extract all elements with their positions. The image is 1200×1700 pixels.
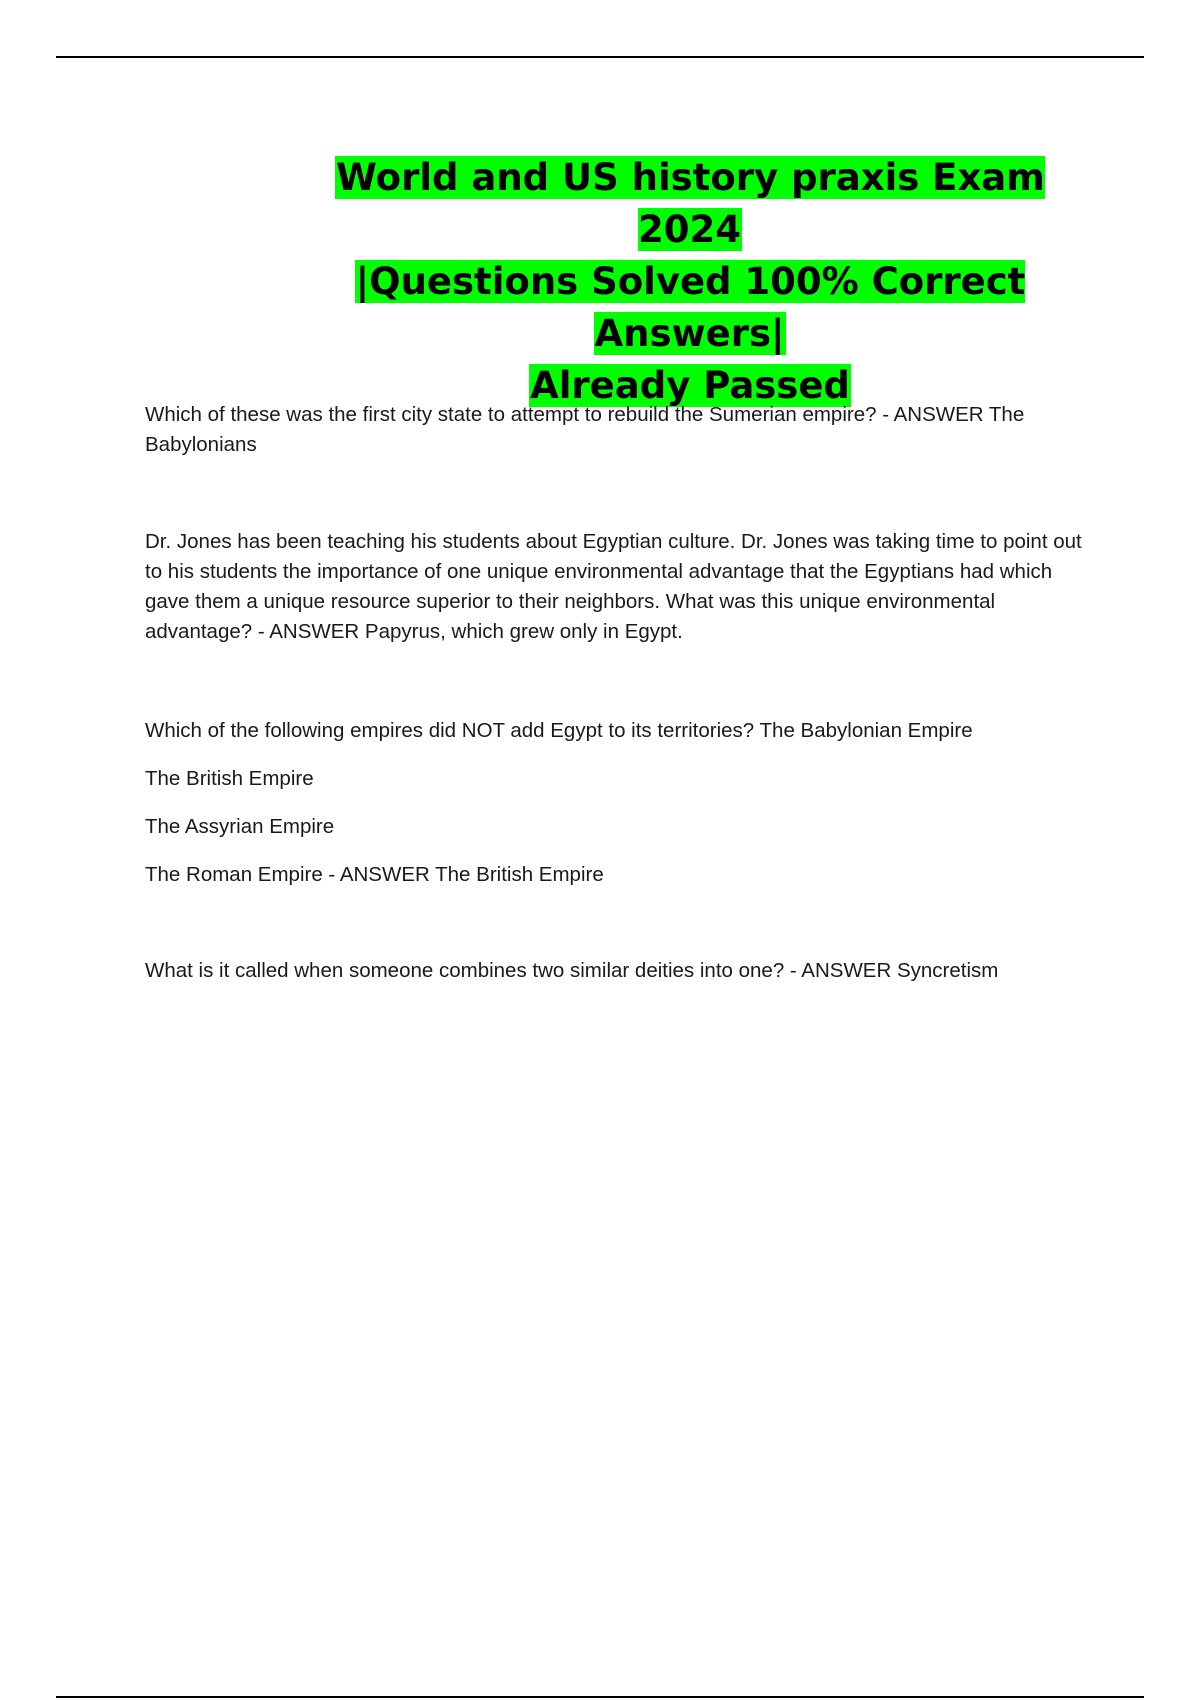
- qa-option-2: The Assyrian Empire: [145, 815, 335, 838]
- title-line-3: Already Passed: [530, 364, 850, 407]
- title-line-1: World and US history praxis Exam 2024: [336, 156, 1045, 251]
- qa-text: What is it called when someone combines two similar deities into one? - ANSWER Syncretism: [145, 959, 999, 982]
- document-title: [290, 152, 1090, 412]
- qa-text: Dr. Jones has been teaching his students about Egyptian culture. Dr. Jones was taking time to point out to his students the importance of one unique environmental advantage that the Egyptians had which gave them a unique resource superior to their neighbors. What was this unique environmental advantage? - ANSWER Papyrus, which grew only in Egypt.: [145, 530, 1082, 643]
- qa-item-2: [145, 527, 1085, 647]
- qa-option-1: The British Empire: [145, 767, 314, 790]
- title-line-2: |Questions Solved 100% Correct Answers|: [355, 260, 1026, 355]
- qa-question: Which of the following empires did NOT add Egypt to its territories? The Babylonian Empire: [145, 719, 973, 742]
- bottom-rule: [56, 1696, 1144, 1698]
- qa-text: Which of these was the first city state to attempt to rebuild the Sumerian empire? - ANSWER The Babylonians: [145, 403, 1025, 456]
- top-rule: [56, 56, 1144, 58]
- qa-item-1: [145, 400, 1085, 460]
- qa-option-3: The Roman Empire - ANSWER The British Empire: [145, 863, 604, 886]
- qa-item-4: [145, 956, 1085, 986]
- qa-item-3: [145, 716, 1085, 890]
